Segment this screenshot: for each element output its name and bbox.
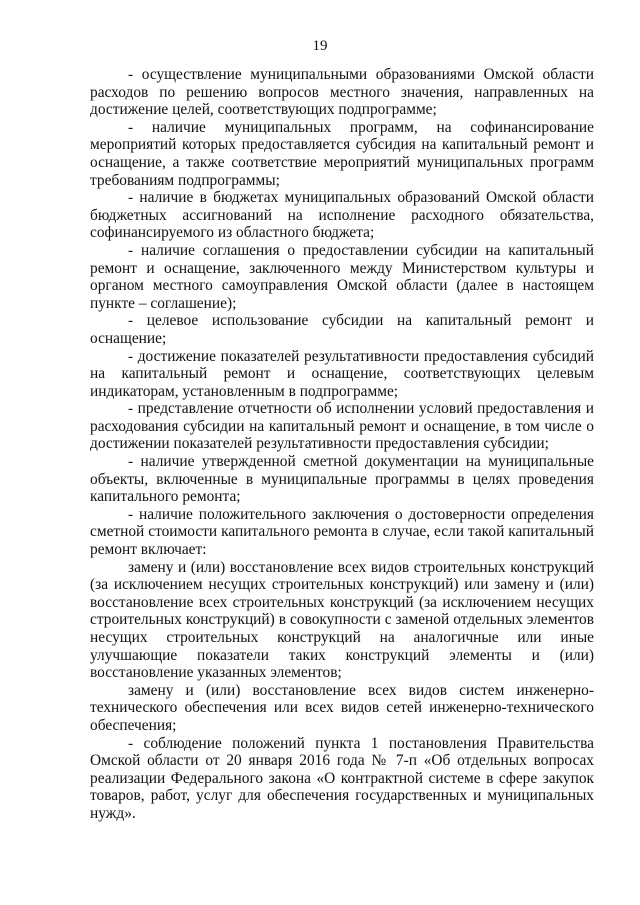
paragraph: - соблюдение положений пункта 1 постановления Правительства Омской области от 20 января 2016 года № 7-п «Об отдельных вопросах реализации Федерального закона «О контрактной системе в сфере закупок товаров, работ, услуг для обеспечения государственных и муниципальных нужд». bbox=[90, 734, 594, 822]
paragraph: - наличие утвержденной сметной документации на муниципальные объекты, включенные в муниципальные программы в целях проведения капитального ремонта; bbox=[90, 453, 594, 506]
paragraph: - наличие в бюджетах муниципальных образований Омской области бюджетных ассигнований на исполнение расходного обязательства, софинансируемого из областного бюджета; bbox=[90, 189, 594, 242]
paragraph: - достижение показателей результативности предоставления субсидий на капитальный ремонт и оснащение, соответствующих целевым индикаторам, установленным в подпрограмме; bbox=[90, 347, 594, 400]
paragraph: - целевое использование субсидии на капитальный ремонт и оснащение; bbox=[90, 312, 594, 347]
paragraph: - наличие муниципальных программ, на софинансирование мероприятий которых предоставляется субсидия на капитальный ремонт и оснащение, а также соответствие мероприятий муниципальных программ требованиям подпрограммы; bbox=[90, 118, 594, 189]
paragraph: - представление отчетности об исполнении условий предоставления и расходования субсидии на капитальный ремонт и оснащение, в том числе о достижении показателей результативности предоставления субсидии; bbox=[90, 400, 594, 453]
page-number: 19 bbox=[312, 38, 328, 54]
paragraph: замену и (или) восстановление всех видов строительных конструкций (за исключением несущих строительных конструкций) или замену и (или) восстановление всех строительных конструкций (за исключением несущих строительных конструкций) в совокупности с заменой отдельных элементов несущих строительных конструкций на аналогичные или иные улучшающие показатели таких конструкций элементы и (или) восстановление указанных элементов; bbox=[90, 558, 594, 682]
paragraph: замену и (или) восстановление всех видов систем инженерно-технического обеспечения или всех видов сетей инженерно-технического обеспечения; bbox=[90, 681, 594, 734]
document-body bbox=[90, 66, 594, 823]
paragraph: - осуществление муниципальными образованиями Омской области расходов по решению вопросов местного значения, направленных на достижение целей, соответствующих подпрограмме; bbox=[90, 66, 594, 119]
paragraph: - наличие соглашения о предоставлении субсидии на капитальный ремонт и оснащение, заключенного между Министерством культуры и органом местного самоуправления Омской области (далее в настоящем пункте – соглашение); bbox=[90, 241, 594, 312]
paragraph: - наличие положительного заключения о достоверности определения сметной стоимости капитального ремонта в случае, если такой капитальный ремонт включает: bbox=[90, 505, 594, 559]
